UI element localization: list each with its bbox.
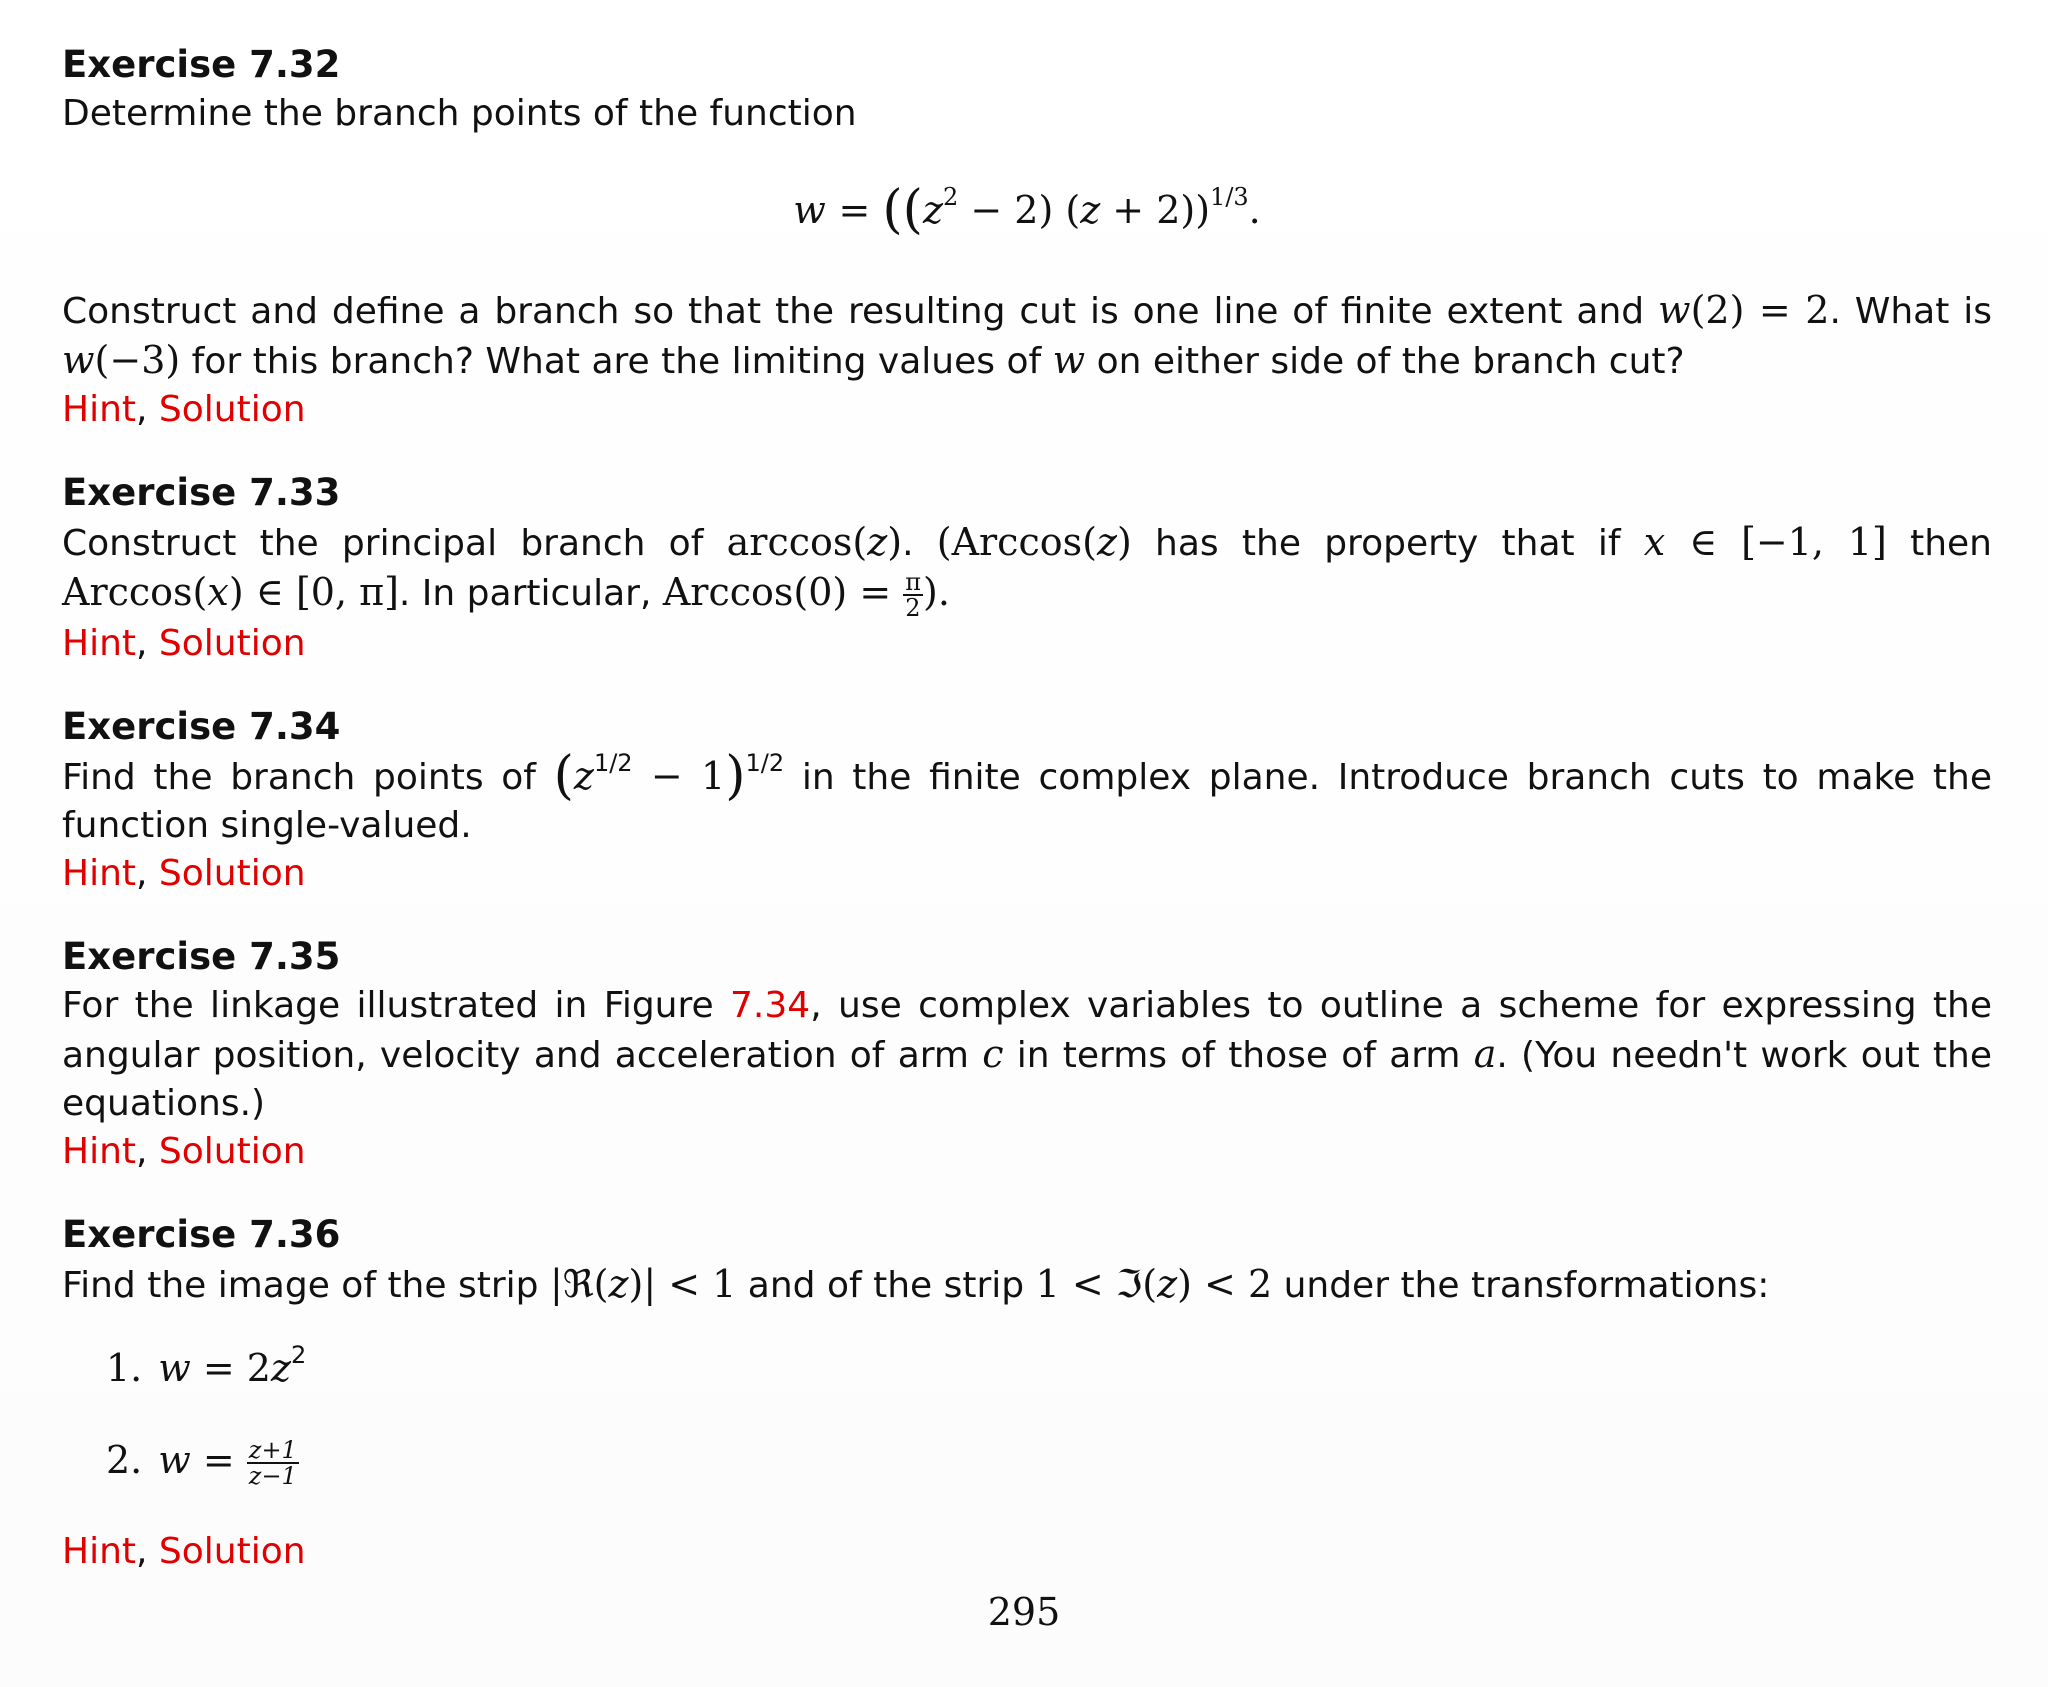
text: For the linkage illustrated in Figure — [62, 985, 731, 1026]
math-expr: = — [190, 1438, 247, 1482]
math-expr: (2) = 2 — [1690, 288, 1830, 332]
exercise-intro: Determine the branch points of the function — [62, 93, 857, 134]
list-number: 2. — [106, 1438, 143, 1482]
text: in terms of those of arm — [1003, 1035, 1474, 1076]
math-expr: = 2 — [190, 1346, 271, 1390]
exercise-body — [62, 286, 1992, 386]
exercise-body — [62, 1260, 1992, 1310]
solution-link[interactable]: Solution — [158, 1131, 306, 1172]
math-arccos: (Arccos( — [936, 520, 1097, 564]
hint-link[interactable]: Hint — [62, 389, 137, 430]
hint-solution-links — [62, 620, 1992, 668]
math-close: ) — [725, 746, 746, 806]
page-content — [62, 40, 1992, 1610]
text: for this branch? What are the limiting values of — [180, 341, 1053, 382]
exercise-body — [62, 982, 1992, 1128]
math-open: ( — [553, 746, 574, 806]
text: under the transformations: — [1272, 1265, 1770, 1306]
display-equation — [62, 180, 1992, 240]
math-expr: )| < 1 — [628, 1262, 737, 1306]
text: Find the branch points of — [62, 757, 554, 798]
text: Construct the principal branch of — [62, 523, 727, 564]
math-w: w — [1052, 338, 1086, 382]
exercise-7-35 — [62, 932, 1992, 1176]
text: . — [902, 523, 937, 564]
text: Construct and define a branch so that the resulting cut is one line of finite extent and — [62, 291, 1659, 332]
eq-exp: 1/3 — [1210, 183, 1249, 211]
math-exp: 1/2 — [593, 749, 633, 777]
hint-link[interactable]: Hint — [62, 853, 137, 894]
link-separator: , — [136, 853, 159, 894]
text: . In particular, — [398, 573, 663, 614]
exercise-7-33 — [62, 468, 1992, 668]
solution-link[interactable]: Solution — [158, 623, 306, 664]
math-z: z — [573, 754, 594, 798]
math-z: z — [608, 1262, 629, 1306]
exercise-title: Exercise 7.35 — [62, 935, 341, 978]
eq-sq: 2 — [943, 183, 959, 211]
link-separator: , — [136, 623, 159, 664]
exercise-title: Exercise 7.34 — [62, 705, 341, 748]
text: . What is — [1829, 291, 1992, 332]
link-separator: , — [136, 1131, 159, 1172]
math-expr: ) < 2 — [1177, 1262, 1273, 1306]
list-number: 1. — [106, 1346, 143, 1390]
math-x: x — [207, 570, 229, 614]
math-w: w — [62, 338, 95, 382]
math-arccos: Arccos( — [62, 570, 208, 614]
math-z: z — [867, 520, 888, 564]
math-exp: 2 — [291, 1341, 307, 1369]
math-expr: − 1 — [632, 754, 726, 798]
eq-z2: z — [1080, 188, 1101, 232]
eq-open: (( — [882, 180, 923, 240]
list-item — [106, 1342, 1992, 1394]
link-separator: , — [136, 1530, 159, 1572]
solution-link[interactable]: Solution — [158, 1530, 306, 1572]
eq-equals: = — [838, 188, 883, 232]
math-expr: 1 < ℑ( — [1035, 1262, 1158, 1306]
text: and of the strip — [736, 1265, 1036, 1306]
math-a: a — [1473, 1032, 1497, 1076]
page-number: 295 — [987, 1590, 1061, 1634]
exercise-7-32 — [62, 40, 1992, 434]
frac-num: π — [905, 568, 922, 596]
text: then — [1886, 523, 1992, 564]
solution-link[interactable]: Solution — [158, 853, 306, 894]
math-arccos: Arccos(0) = — [662, 570, 904, 614]
exercise-7-34 — [62, 702, 1992, 898]
eq-z: z — [922, 188, 943, 232]
figure-reference-link[interactable]: 7.34 — [730, 985, 811, 1026]
math-interval: ) ∈ [0, π] — [228, 570, 399, 614]
hint-solution-links — [62, 386, 1992, 434]
text: in the finite complex plane. Introduce branch cuts to make the function single-valued. — [62, 757, 1992, 846]
hint-solution-links — [62, 1528, 1992, 1576]
math-interval: ∈ [−1, 1] — [1665, 520, 1887, 564]
eq-mid: − 2) ( — [958, 188, 1081, 232]
fraction-pi-over-2 — [903, 570, 923, 620]
math-exp: 1/2 — [745, 749, 785, 777]
exercise-title: Exercise 7.36 — [62, 1213, 341, 1256]
frac-den: z−1 — [248, 1461, 297, 1490]
solution-link[interactable]: Solution — [158, 389, 306, 430]
math-w: w — [158, 1438, 191, 1482]
frac-num: z+1 — [248, 1435, 297, 1464]
math-expr: (−3) — [94, 338, 181, 382]
transformation-list — [106, 1342, 1992, 1488]
exercise-body — [62, 746, 1992, 850]
hint-link[interactable]: Hint — [62, 1530, 137, 1572]
exercise-title: Exercise 7.33 — [62, 471, 341, 514]
link-separator: , — [136, 389, 159, 430]
frac-den: 2 — [905, 594, 921, 622]
hint-solution-links — [62, 1128, 1992, 1176]
math-z: z — [270, 1346, 292, 1390]
text: on either side of the branch cut? — [1085, 341, 1685, 382]
hint-solution-links — [62, 850, 1992, 898]
eq-period: . — [1248, 188, 1261, 232]
fraction — [247, 1435, 299, 1490]
math-x: x — [1643, 520, 1666, 564]
math-expr: |ℜ( — [549, 1262, 609, 1306]
text: , use complex variables to outline a scheme for expressing the angular position, velocity and acceleration of arm — [62, 985, 1992, 1076]
exercise-7-36 — [62, 1210, 1992, 1576]
math-close: ) — [887, 520, 903, 564]
math-c: c — [982, 1032, 1004, 1076]
math-close: ). — [923, 570, 950, 614]
text: . (You needn't work out the equations.) — [62, 1035, 1993, 1124]
math-z: z — [1157, 1262, 1178, 1306]
text: Find the image of the strip — [62, 1265, 550, 1306]
math-arccos: arccos( — [726, 520, 868, 564]
exercise-title: Exercise 7.32 — [62, 43, 341, 86]
math-close: ) — [1116, 520, 1132, 564]
eq-close: + 2)) — [1100, 188, 1211, 232]
math-w: w — [158, 1346, 191, 1390]
hint-link[interactable]: Hint — [62, 623, 137, 664]
math-z: z — [1096, 520, 1117, 564]
list-item — [106, 1434, 1992, 1488]
text: has the property that if — [1131, 523, 1644, 564]
eq-w: w — [793, 188, 826, 232]
hint-link[interactable]: Hint — [62, 1131, 137, 1172]
exercise-body — [62, 518, 1992, 620]
math-w: w — [1658, 288, 1691, 332]
